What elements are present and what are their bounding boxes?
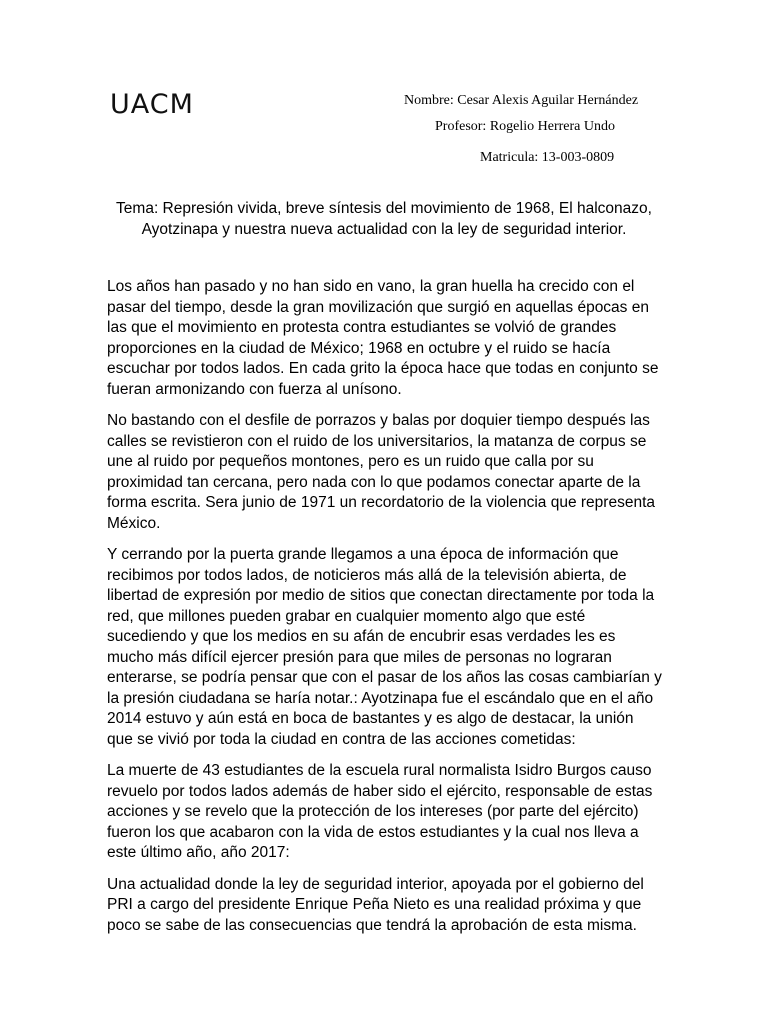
uacm-logo: UACM: [110, 89, 194, 120]
paragraph: Y cerrando por la puerta grande llegamos a una época de información que recibimos por todos lados, de noticieros más allá de la televisión abierta, de libertad de expresión por medio de sitios que conectan directamente por toda la red, que millones pueden grabar en cualquier momento algo que esté sucediendo y que los medios en su afán de encubrir esas verdades les es mucho más difícil ejercer presión para que miles de personas no lograran enterarse, se podría pensar que con el pasar de los años las cosas cambiarían y la presión ciudadana se haría notar.: Ayotzinapa fue el escándalo que en el año 2014 estuvo y aún está en boca de bastantes y es algo de destacar, la unión que se vivió por toda la ciudad en contra de las acciones cometidas:: [107, 546, 662, 748]
professor-name: Profesor: Rogelio Herrera Undo: [435, 119, 616, 134]
paragraph: Una actualidad donde la ley de seguridad interior, apoyada por el gobierno del PRI a cargo del presidente Enrique Peña Nieto es una realidad próxima y que poco se sabe de las consecuencias que tendrá la aprobación de esta misma.: [107, 875, 644, 934]
paragraph: No bastando con el desfile de porrazos y balas por doquier tiempo después las calles se revistieron con el ruido de los universitarios, la matanza de corpus se une al ruido por pequeños montones, pero es un ruido que calla por su proximidad tan cercana, pero nada con lo que podamos conectar aparte de la forma escrita. Sera junio de 1971 un recordatorio de la violencia que representa México.: [107, 412, 655, 532]
student-name: Nombre: Cesar Alexis Aguilar Hernández: [404, 93, 639, 108]
essay-body: [107, 277, 663, 947]
essay-topic: Tema: Represión vivida, breve síntesis del movimiento de 1968, El halconazo, Ayotzinapa y nuestra nueva actualidad con la ley de seguridad interior.: [116, 200, 652, 238]
paragraph: La muerte de 43 estudiantes de la escuela rural normalista Isidro Burgos causo revuelo por todos lados además de haber sido el ejército, responsable de estas acciones y se revelo que la protección de los intereses (por parte del ejército) fueron los que acabaron con la vida de estos estudiantes y la cual nos lleva a este último año, año 2017:: [107, 762, 653, 861]
paragraph: Los años han pasado y no han sido en vano, la gran huella ha crecido con el pasar del tiempo, desde la gran movilización que surgió en aquellas épocas en las que el movimiento en protesta contra estudiantes se volvió de grandes proporciones en la ciudad de México; 1968 en octubre y el ruido se hacía escuchar por todos lados. En cada grito la época hace que todas en conjunto se fueran armonizando con fuerza al unísono.: [107, 278, 659, 398]
student-id: Matricula: 13-003-0809: [480, 150, 615, 165]
